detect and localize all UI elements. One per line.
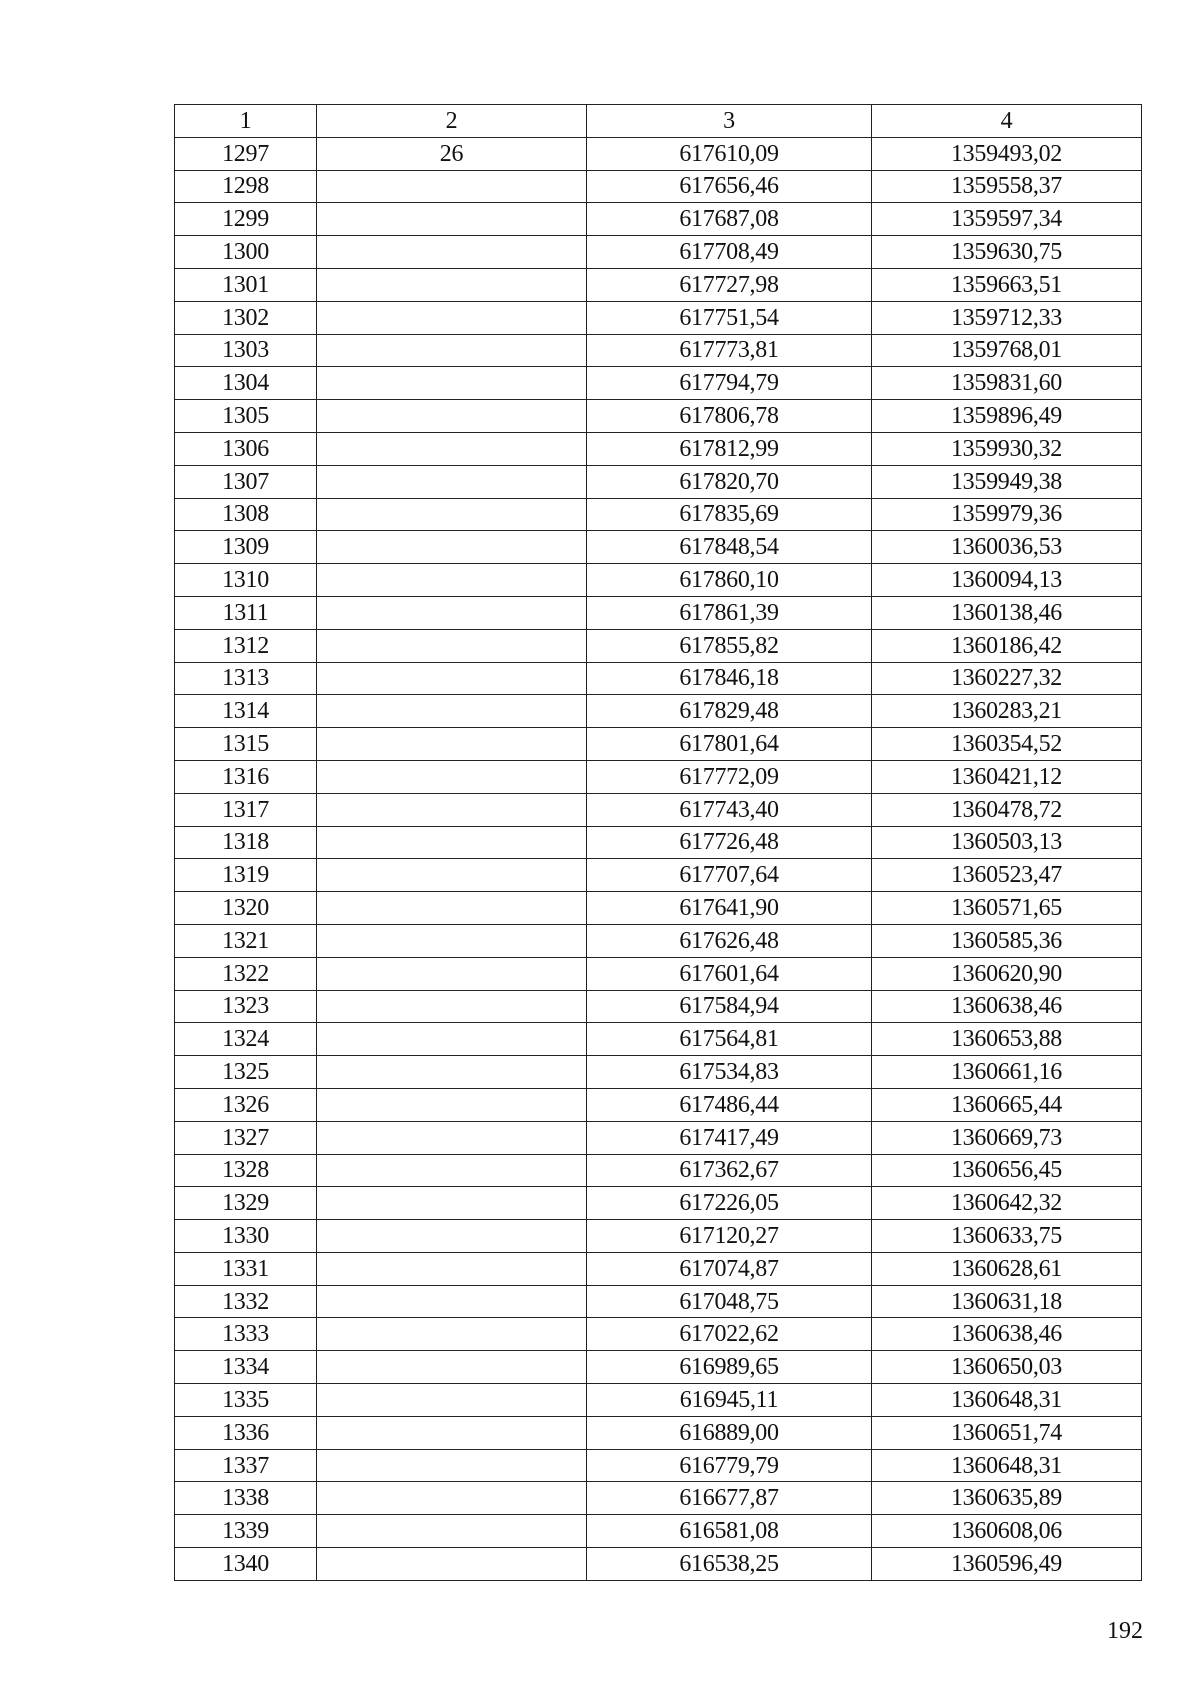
table-row	[175, 531, 1142, 564]
coordinate-y-cell: 1360283,21	[872, 695, 1142, 728]
coordinate-x-cell: 617534,83	[587, 1056, 872, 1089]
section-cell	[317, 203, 587, 236]
coordinate-x-cell: 617048,75	[587, 1285, 872, 1318]
coordinate-y-cell: 1360633,75	[872, 1220, 1142, 1253]
coordinate-y-cell: 1360186,42	[872, 629, 1142, 662]
section-cell	[317, 268, 587, 301]
section-cell	[317, 1351, 587, 1384]
point-number-cell: 1314	[175, 695, 317, 728]
table-row	[175, 760, 1142, 793]
table-row	[175, 990, 1142, 1023]
point-number-cell: 1298	[175, 170, 317, 203]
coordinate-x-cell: 616581,08	[587, 1515, 872, 1548]
section-cell	[317, 236, 587, 269]
section-cell	[317, 826, 587, 859]
coordinate-x-cell: 617656,46	[587, 170, 872, 203]
coordinate-y-cell: 1359979,36	[872, 498, 1142, 531]
table-row	[175, 268, 1142, 301]
section-cell	[317, 564, 587, 597]
coordinate-y-cell: 1360523,47	[872, 859, 1142, 892]
coordinate-y-cell: 1359831,60	[872, 367, 1142, 400]
table-row	[175, 1220, 1142, 1253]
point-number-cell: 1297	[175, 137, 317, 170]
section-cell	[317, 1416, 587, 1449]
point-number-cell: 1328	[175, 1154, 317, 1187]
point-number-cell: 1317	[175, 793, 317, 826]
table-row	[175, 1515, 1142, 1548]
coordinate-y-cell: 1360620,90	[872, 957, 1142, 990]
table-row	[175, 465, 1142, 498]
section-cell	[317, 793, 587, 826]
section-cell	[317, 1154, 587, 1187]
coordinate-x-cell: 617812,99	[587, 432, 872, 465]
section-cell	[317, 1318, 587, 1351]
coordinate-x-cell: 616538,25	[587, 1548, 872, 1581]
table-row	[175, 924, 1142, 957]
coordinate-y-cell: 1360571,65	[872, 892, 1142, 925]
coordinate-y-cell: 1360635,89	[872, 1482, 1142, 1515]
coordinate-x-cell: 616779,79	[587, 1449, 872, 1482]
section-cell	[317, 760, 587, 793]
point-number-cell: 1304	[175, 367, 317, 400]
table-row	[175, 1023, 1142, 1056]
coordinate-x-cell: 617820,70	[587, 465, 872, 498]
coordinate-y-cell: 1360638,46	[872, 1318, 1142, 1351]
coordinate-x-cell: 616989,65	[587, 1351, 872, 1384]
section-cell	[317, 662, 587, 695]
coordinate-y-cell: 1359493,02	[872, 137, 1142, 170]
point-number-cell: 1302	[175, 301, 317, 334]
point-number-cell: 1339	[175, 1515, 317, 1548]
point-number-cell: 1300	[175, 236, 317, 269]
section-cell	[317, 695, 587, 728]
section-cell	[317, 1121, 587, 1154]
coordinate-y-cell: 1360651,74	[872, 1416, 1142, 1449]
table-row	[175, 629, 1142, 662]
point-number-cell: 1312	[175, 629, 317, 662]
point-number-cell: 1322	[175, 957, 317, 990]
point-number-cell: 1337	[175, 1449, 317, 1482]
coordinate-y-cell: 1360669,73	[872, 1121, 1142, 1154]
point-number-cell: 1330	[175, 1220, 317, 1253]
section-cell	[317, 1023, 587, 1056]
coordinate-x-cell: 617687,08	[587, 203, 872, 236]
table-row	[175, 334, 1142, 367]
table-row	[175, 1056, 1142, 1089]
table-body	[175, 137, 1142, 1580]
coordinate-y-cell: 1359949,38	[872, 465, 1142, 498]
section-cell	[317, 1285, 587, 1318]
table-row	[175, 1318, 1142, 1351]
point-number-cell: 1318	[175, 826, 317, 859]
point-number-cell: 1335	[175, 1384, 317, 1417]
section-cell	[317, 531, 587, 564]
section-cell	[317, 432, 587, 465]
point-number-cell: 1325	[175, 1056, 317, 1089]
table-row	[175, 1548, 1142, 1581]
point-number-cell: 1307	[175, 465, 317, 498]
coordinates-table	[174, 104, 1142, 1581]
section-cell	[317, 498, 587, 531]
section-cell	[317, 334, 587, 367]
coordinate-y-cell: 1359930,32	[872, 432, 1142, 465]
section-cell	[317, 367, 587, 400]
coordinate-y-cell: 1359768,01	[872, 334, 1142, 367]
table-row	[175, 1482, 1142, 1515]
table-row	[175, 1154, 1142, 1187]
point-number-cell: 1321	[175, 924, 317, 957]
point-number-cell: 1316	[175, 760, 317, 793]
table-row	[175, 137, 1142, 170]
point-number-cell: 1305	[175, 400, 317, 433]
point-number-cell: 1338	[175, 1482, 317, 1515]
table-row	[175, 432, 1142, 465]
coordinate-y-cell: 1360585,36	[872, 924, 1142, 957]
coordinate-x-cell: 617601,64	[587, 957, 872, 990]
coordinate-y-cell: 1360227,32	[872, 662, 1142, 695]
coordinate-y-cell: 1359558,37	[872, 170, 1142, 203]
coordinate-x-cell: 617727,98	[587, 268, 872, 301]
coordinate-x-cell: 617417,49	[587, 1121, 872, 1154]
table-row	[175, 793, 1142, 826]
coordinate-x-cell: 617772,09	[587, 760, 872, 793]
table-row	[175, 236, 1142, 269]
coordinate-x-cell: 617726,48	[587, 826, 872, 859]
coordinate-x-cell: 616945,11	[587, 1384, 872, 1417]
point-number-cell: 1311	[175, 596, 317, 629]
coordinate-y-cell: 1360653,88	[872, 1023, 1142, 1056]
table-header-row	[175, 105, 1142, 138]
column-header-4: 4	[872, 105, 1142, 138]
point-number-cell: 1331	[175, 1252, 317, 1285]
section-cell	[317, 728, 587, 761]
coordinate-y-cell: 1359896,49	[872, 400, 1142, 433]
section-cell	[317, 1187, 587, 1220]
coordinate-y-cell: 1360638,46	[872, 990, 1142, 1023]
point-number-cell: 1308	[175, 498, 317, 531]
point-number-cell: 1310	[175, 564, 317, 597]
coordinate-y-cell: 1360596,49	[872, 1548, 1142, 1581]
coordinate-x-cell: 617848,54	[587, 531, 872, 564]
table-row	[175, 400, 1142, 433]
coordinate-x-cell: 616677,87	[587, 1482, 872, 1515]
table-row	[175, 1088, 1142, 1121]
section-cell	[317, 629, 587, 662]
point-number-cell: 1332	[175, 1285, 317, 1318]
table-row	[175, 367, 1142, 400]
section-cell	[317, 465, 587, 498]
coordinate-x-cell: 617743,40	[587, 793, 872, 826]
point-number-cell: 1299	[175, 203, 317, 236]
point-number-cell: 1333	[175, 1318, 317, 1351]
point-number-cell: 1326	[175, 1088, 317, 1121]
section-cell	[317, 957, 587, 990]
coordinate-y-cell: 1360421,12	[872, 760, 1142, 793]
coordinate-x-cell: 617801,64	[587, 728, 872, 761]
table-row	[175, 1285, 1142, 1318]
point-number-cell: 1303	[175, 334, 317, 367]
section-cell	[317, 924, 587, 957]
point-number-cell: 1313	[175, 662, 317, 695]
table-row	[175, 826, 1142, 859]
coordinate-x-cell: 617794,79	[587, 367, 872, 400]
point-number-cell: 1327	[175, 1121, 317, 1154]
section-cell	[317, 859, 587, 892]
page-number: 192	[1107, 1618, 1143, 1644]
section-cell	[317, 1252, 587, 1285]
table-row	[175, 1121, 1142, 1154]
coordinate-x-cell: 617226,05	[587, 1187, 872, 1220]
point-number-cell: 1340	[175, 1548, 317, 1581]
point-number-cell: 1329	[175, 1187, 317, 1220]
coordinate-x-cell: 617835,69	[587, 498, 872, 531]
point-number-cell: 1336	[175, 1416, 317, 1449]
section-cell	[317, 1220, 587, 1253]
section-cell	[317, 892, 587, 925]
coordinate-x-cell: 617846,18	[587, 662, 872, 695]
table-row	[175, 662, 1142, 695]
coordinate-y-cell: 1360036,53	[872, 531, 1142, 564]
coordinate-x-cell: 617120,27	[587, 1220, 872, 1253]
section-cell	[317, 301, 587, 334]
point-number-cell: 1320	[175, 892, 317, 925]
coordinate-x-cell: 617074,87	[587, 1252, 872, 1285]
coordinate-x-cell: 617626,48	[587, 924, 872, 957]
coordinate-x-cell: 617829,48	[587, 695, 872, 728]
coordinate-y-cell: 1360608,06	[872, 1515, 1142, 1548]
coordinate-x-cell: 617855,82	[587, 629, 872, 662]
coordinate-y-cell: 1360628,61	[872, 1252, 1142, 1285]
column-header-1: 1	[175, 105, 317, 138]
coordinate-x-cell: 617708,49	[587, 236, 872, 269]
section-cell	[317, 170, 587, 203]
table-row	[175, 1384, 1142, 1417]
coordinate-x-cell: 617707,64	[587, 859, 872, 892]
column-header-2: 2	[317, 105, 587, 138]
table-row	[175, 728, 1142, 761]
point-number-cell: 1323	[175, 990, 317, 1023]
point-number-cell: 1334	[175, 1351, 317, 1384]
coordinate-x-cell: 616889,00	[587, 1416, 872, 1449]
coordinate-y-cell: 1360650,03	[872, 1351, 1142, 1384]
table-row	[175, 203, 1142, 236]
coordinate-y-cell: 1360138,46	[872, 596, 1142, 629]
point-number-cell: 1309	[175, 531, 317, 564]
point-number-cell: 1324	[175, 1023, 317, 1056]
coordinate-x-cell: 617860,10	[587, 564, 872, 597]
point-number-cell: 1319	[175, 859, 317, 892]
coordinate-x-cell: 617584,94	[587, 990, 872, 1023]
coordinate-x-cell: 617641,90	[587, 892, 872, 925]
coordinate-y-cell: 1360661,16	[872, 1056, 1142, 1089]
point-number-cell: 1301	[175, 268, 317, 301]
coordinate-x-cell: 617751,54	[587, 301, 872, 334]
coordinate-x-cell: 617486,44	[587, 1088, 872, 1121]
coordinate-y-cell: 1359663,51	[872, 268, 1142, 301]
coordinate-y-cell: 1360656,45	[872, 1154, 1142, 1187]
table-row	[175, 1449, 1142, 1482]
section-cell	[317, 1088, 587, 1121]
table-row	[175, 695, 1142, 728]
coordinate-x-cell: 617806,78	[587, 400, 872, 433]
table-row	[175, 892, 1142, 925]
table-row	[175, 1187, 1142, 1220]
coordinate-x-cell: 617773,81	[587, 334, 872, 367]
column-header-3: 3	[587, 105, 872, 138]
coordinate-x-cell: 617861,39	[587, 596, 872, 629]
table-row	[175, 1416, 1142, 1449]
table-row	[175, 859, 1142, 892]
section-cell	[317, 1056, 587, 1089]
section-cell	[317, 990, 587, 1023]
table-row	[175, 957, 1142, 990]
coordinate-y-cell: 1360648,31	[872, 1384, 1142, 1417]
coordinate-y-cell: 1359712,33	[872, 301, 1142, 334]
coordinate-y-cell: 1360354,52	[872, 728, 1142, 761]
table-row	[175, 301, 1142, 334]
section-cell	[317, 1482, 587, 1515]
coordinate-x-cell: 617362,67	[587, 1154, 872, 1187]
coordinate-y-cell: 1360478,72	[872, 793, 1142, 826]
section-cell	[317, 1515, 587, 1548]
point-number-cell: 1306	[175, 432, 317, 465]
coordinate-x-cell: 617564,81	[587, 1023, 872, 1056]
section-cell	[317, 1384, 587, 1417]
table-row	[175, 564, 1142, 597]
section-cell	[317, 1449, 587, 1482]
section-cell: 26	[317, 137, 587, 170]
table-row	[175, 1351, 1142, 1384]
coordinate-y-cell: 1360642,32	[872, 1187, 1142, 1220]
table-row	[175, 170, 1142, 203]
coordinate-y-cell: 1359630,75	[872, 236, 1142, 269]
coordinate-y-cell: 1360503,13	[872, 826, 1142, 859]
coordinate-y-cell: 1359597,34	[872, 203, 1142, 236]
coordinate-y-cell: 1360631,18	[872, 1285, 1142, 1318]
section-cell	[317, 400, 587, 433]
coordinate-y-cell: 1360094,13	[872, 564, 1142, 597]
table-row	[175, 498, 1142, 531]
coordinate-y-cell: 1360665,44	[872, 1088, 1142, 1121]
point-number-cell: 1315	[175, 728, 317, 761]
table-row	[175, 1252, 1142, 1285]
table-row	[175, 596, 1142, 629]
coordinate-x-cell: 617610,09	[587, 137, 872, 170]
coordinate-x-cell: 617022,62	[587, 1318, 872, 1351]
section-cell	[317, 596, 587, 629]
coordinate-y-cell: 1360648,31	[872, 1449, 1142, 1482]
section-cell	[317, 1548, 587, 1581]
